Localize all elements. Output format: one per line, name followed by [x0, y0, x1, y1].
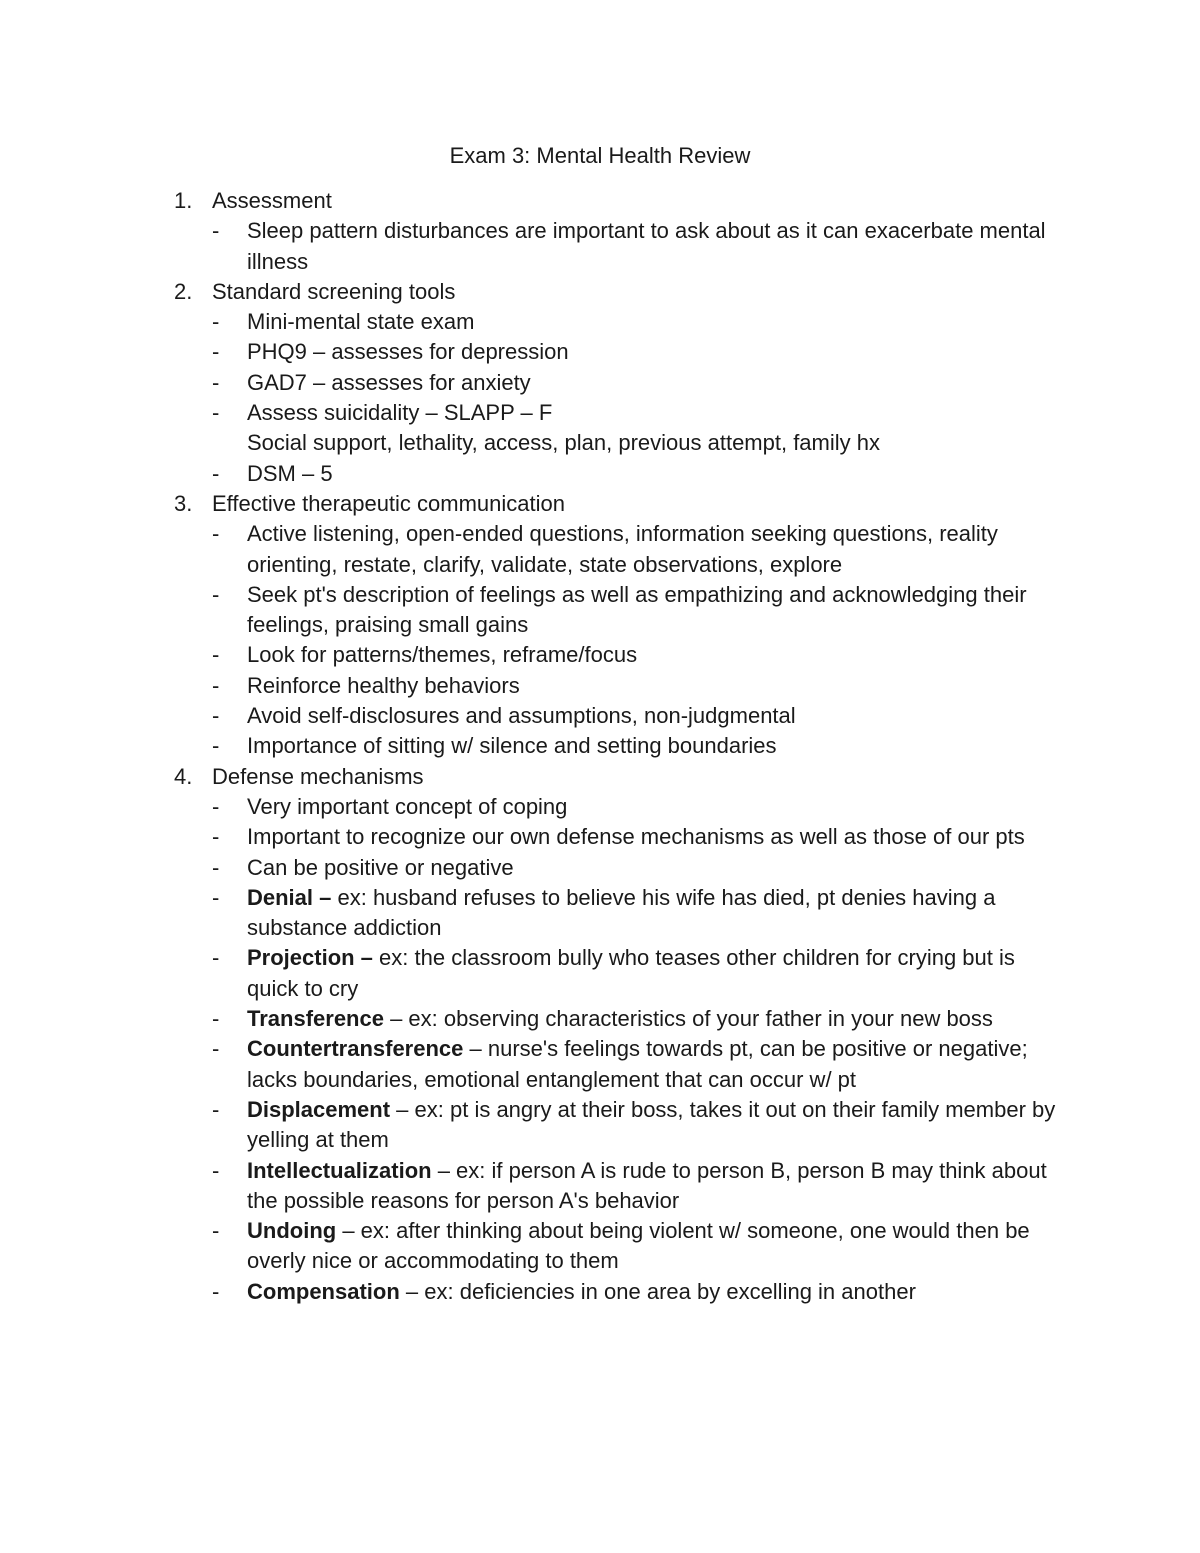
list-item: [212, 640, 1074, 670]
bullet-continuation: Social support, lethality, access, plan, previous attempt, family hx: [247, 430, 880, 456]
list-item: [212, 519, 1074, 580]
bullet-text: [247, 671, 1062, 701]
section-heading-row: [174, 277, 1074, 307]
defense-term: Countertransference: [247, 1036, 464, 1062]
section-number: 2.: [174, 278, 193, 304]
bullet-text: [247, 580, 1062, 641]
bullet-body: ex: the classroom bully who teases other children for crying but is quick to cry: [247, 945, 1015, 1001]
bullet-body: PHQ9 – assesses for depression: [247, 339, 569, 365]
bullet-text: [247, 398, 1062, 428]
bullet-dash: -: [212, 733, 220, 759]
bullet-body: – ex: pt is angry at their boss, takes it out on their family member by yelling at them: [247, 1096, 1056, 1153]
list-item: [212, 307, 1074, 337]
bullet-dash: -: [212, 369, 220, 395]
bullet-text: [247, 1004, 1062, 1034]
bullet-body: Very important concept of coping: [247, 793, 568, 819]
section-number: 4.: [174, 763, 193, 789]
list-item: [212, 853, 1074, 883]
bullet-body: GAD7 – assesses for anxiety: [247, 369, 531, 395]
bullet-dash: -: [212, 1278, 220, 1304]
list-item: [212, 1095, 1074, 1156]
list-item: [212, 792, 1074, 822]
defense-term: Compensation: [247, 1278, 400, 1304]
list-item: [212, 459, 1074, 489]
list-item: [212, 1004, 1074, 1034]
list-item: [212, 216, 1074, 277]
section-heading-row: [174, 489, 1074, 519]
bullet-dash: -: [212, 309, 220, 335]
bullet-text: [247, 822, 1062, 852]
bullet-text: [247, 337, 1062, 367]
list-item: [212, 337, 1074, 367]
bullet-text: [247, 1095, 1062, 1156]
list-item: [212, 398, 1074, 428]
section-heading-row: [174, 762, 1074, 792]
bullet-dash: -: [212, 884, 220, 910]
bullet-body: DSM – 5: [247, 460, 333, 486]
bullet-body: Mini-mental state exam: [247, 309, 475, 335]
defense-term: Undoing: [247, 1218, 337, 1244]
defense-term: Denial –: [247, 884, 332, 910]
bullet-dash: -: [212, 793, 220, 819]
bullet-body: Important to recognize our own defense mechanisms as well as those of our pts: [247, 824, 1025, 850]
section-heading: Defense mechanisms: [212, 763, 424, 789]
bullet-dash: -: [212, 1006, 220, 1032]
bullet-text: [247, 853, 1062, 883]
list-item: [212, 580, 1074, 641]
list-item: [212, 883, 1074, 944]
list-item: [212, 943, 1074, 1004]
list-item: [212, 822, 1074, 852]
bullet-text: [247, 216, 1062, 277]
bullet-text: [247, 1034, 1062, 1095]
section-heading: Effective therapeutic communication: [212, 490, 565, 516]
list-item: [212, 731, 1074, 761]
list-item: [212, 1034, 1074, 1095]
bullet-dash: -: [212, 854, 220, 880]
bullet-dash: -: [212, 400, 220, 426]
list-item: [212, 1156, 1074, 1217]
bullet-dash: -: [212, 1218, 220, 1244]
bullet-text: [247, 883, 1062, 944]
bullet-body: – ex: if person A is rude to person B, person B may think about the possible reasons for person A's behavior: [247, 1157, 1047, 1213]
bullet-dash: -: [212, 703, 220, 729]
bullet-dash: -: [212, 460, 220, 486]
outline-list: [174, 186, 1074, 1307]
bullet-dash: -: [212, 824, 220, 850]
bullet-dash: -: [212, 672, 220, 698]
bullet-dash: -: [212, 642, 220, 668]
bullet-text: [247, 368, 1062, 398]
section-heading-row: [174, 186, 1074, 216]
section-number: 1.: [174, 188, 193, 213]
bullet-text: [247, 1216, 1062, 1277]
bullet-body: Assess suicidality – SLAPP – F: [247, 400, 553, 426]
bullet-dash: -: [212, 1036, 220, 1062]
bullet-body: – ex: after thinking about being violent w/ someone, one would then be overly nice or accommodating to them: [247, 1218, 1030, 1274]
bullet-dash: -: [212, 945, 220, 971]
bullet-text: [247, 701, 1062, 731]
bullet-dash: -: [212, 581, 220, 607]
section-heading: Assessment: [212, 188, 332, 213]
bullet-body: Can be positive or negative: [247, 854, 514, 880]
bullet-dash: -: [212, 521, 220, 547]
list-item: [212, 1277, 1074, 1307]
bullet-text: [247, 640, 1062, 670]
bullet-body: Avoid self-disclosures and assumptions, non-judgmental: [247, 703, 796, 729]
bullet-dash: -: [212, 339, 220, 365]
bullet-text: [247, 943, 1062, 1004]
bullet-body: Sleep pattern disturbances are important to ask about as it can exacerbate mental illness: [247, 218, 1046, 274]
document-title: Exam 3: Mental Health Review: [449, 143, 751, 168]
defense-term: Intellectualization: [247, 1157, 432, 1183]
list-item: [212, 701, 1074, 731]
bullet-text: [247, 519, 1062, 580]
bullet-dash: -: [212, 1157, 220, 1183]
bullet-dash: -: [212, 1096, 220, 1122]
bullet-dash: -: [212, 218, 220, 244]
bullet-text: [247, 1156, 1062, 1217]
section-number: 3.: [174, 490, 193, 516]
bullet-text: [247, 459, 1062, 489]
defense-term: Displacement: [247, 1096, 391, 1122]
bullet-body: ex: husband refuses to believe his wife has died, pt denies having a substance addiction: [247, 884, 996, 941]
bullet-body: Reinforce healthy behaviors: [247, 672, 520, 698]
section-heading: Standard screening tools: [212, 278, 456, 304]
bullet-body: – nurse's feelings towards pt, can be positive or negative; lacks boundaries, emotional entanglement that can occur w/ pt: [247, 1036, 1028, 1092]
bullet-body: Seek pt's description of feelings as well as empathizing and acknowledging their feelings, praising small gains: [247, 581, 1027, 638]
list-item: [212, 368, 1074, 398]
bullet-text: [247, 1277, 1062, 1307]
bullet-text: [247, 307, 1062, 337]
list-item: [212, 671, 1074, 701]
bullet-body: – ex: deficiencies in one area by excelling in another: [399, 1278, 916, 1304]
bullet-body: – ex: observing characteristics of your father in your new boss: [383, 1006, 993, 1032]
bullet-text: [247, 731, 1062, 761]
bullet-text: [247, 792, 1062, 822]
defense-term: Projection –: [247, 945, 373, 971]
bullet-body: Active listening, open-ended questions, information seeking questions, reality orienting, restate, clarify, validate, state observations, explore: [247, 521, 998, 577]
bullet-body: Look for patterns/themes, reframe/focus: [247, 642, 638, 668]
bullet-body: Importance of sitting w/ silence and setting boundaries: [247, 733, 777, 759]
list-item: [212, 1216, 1074, 1277]
defense-term: Transference: [247, 1006, 384, 1032]
